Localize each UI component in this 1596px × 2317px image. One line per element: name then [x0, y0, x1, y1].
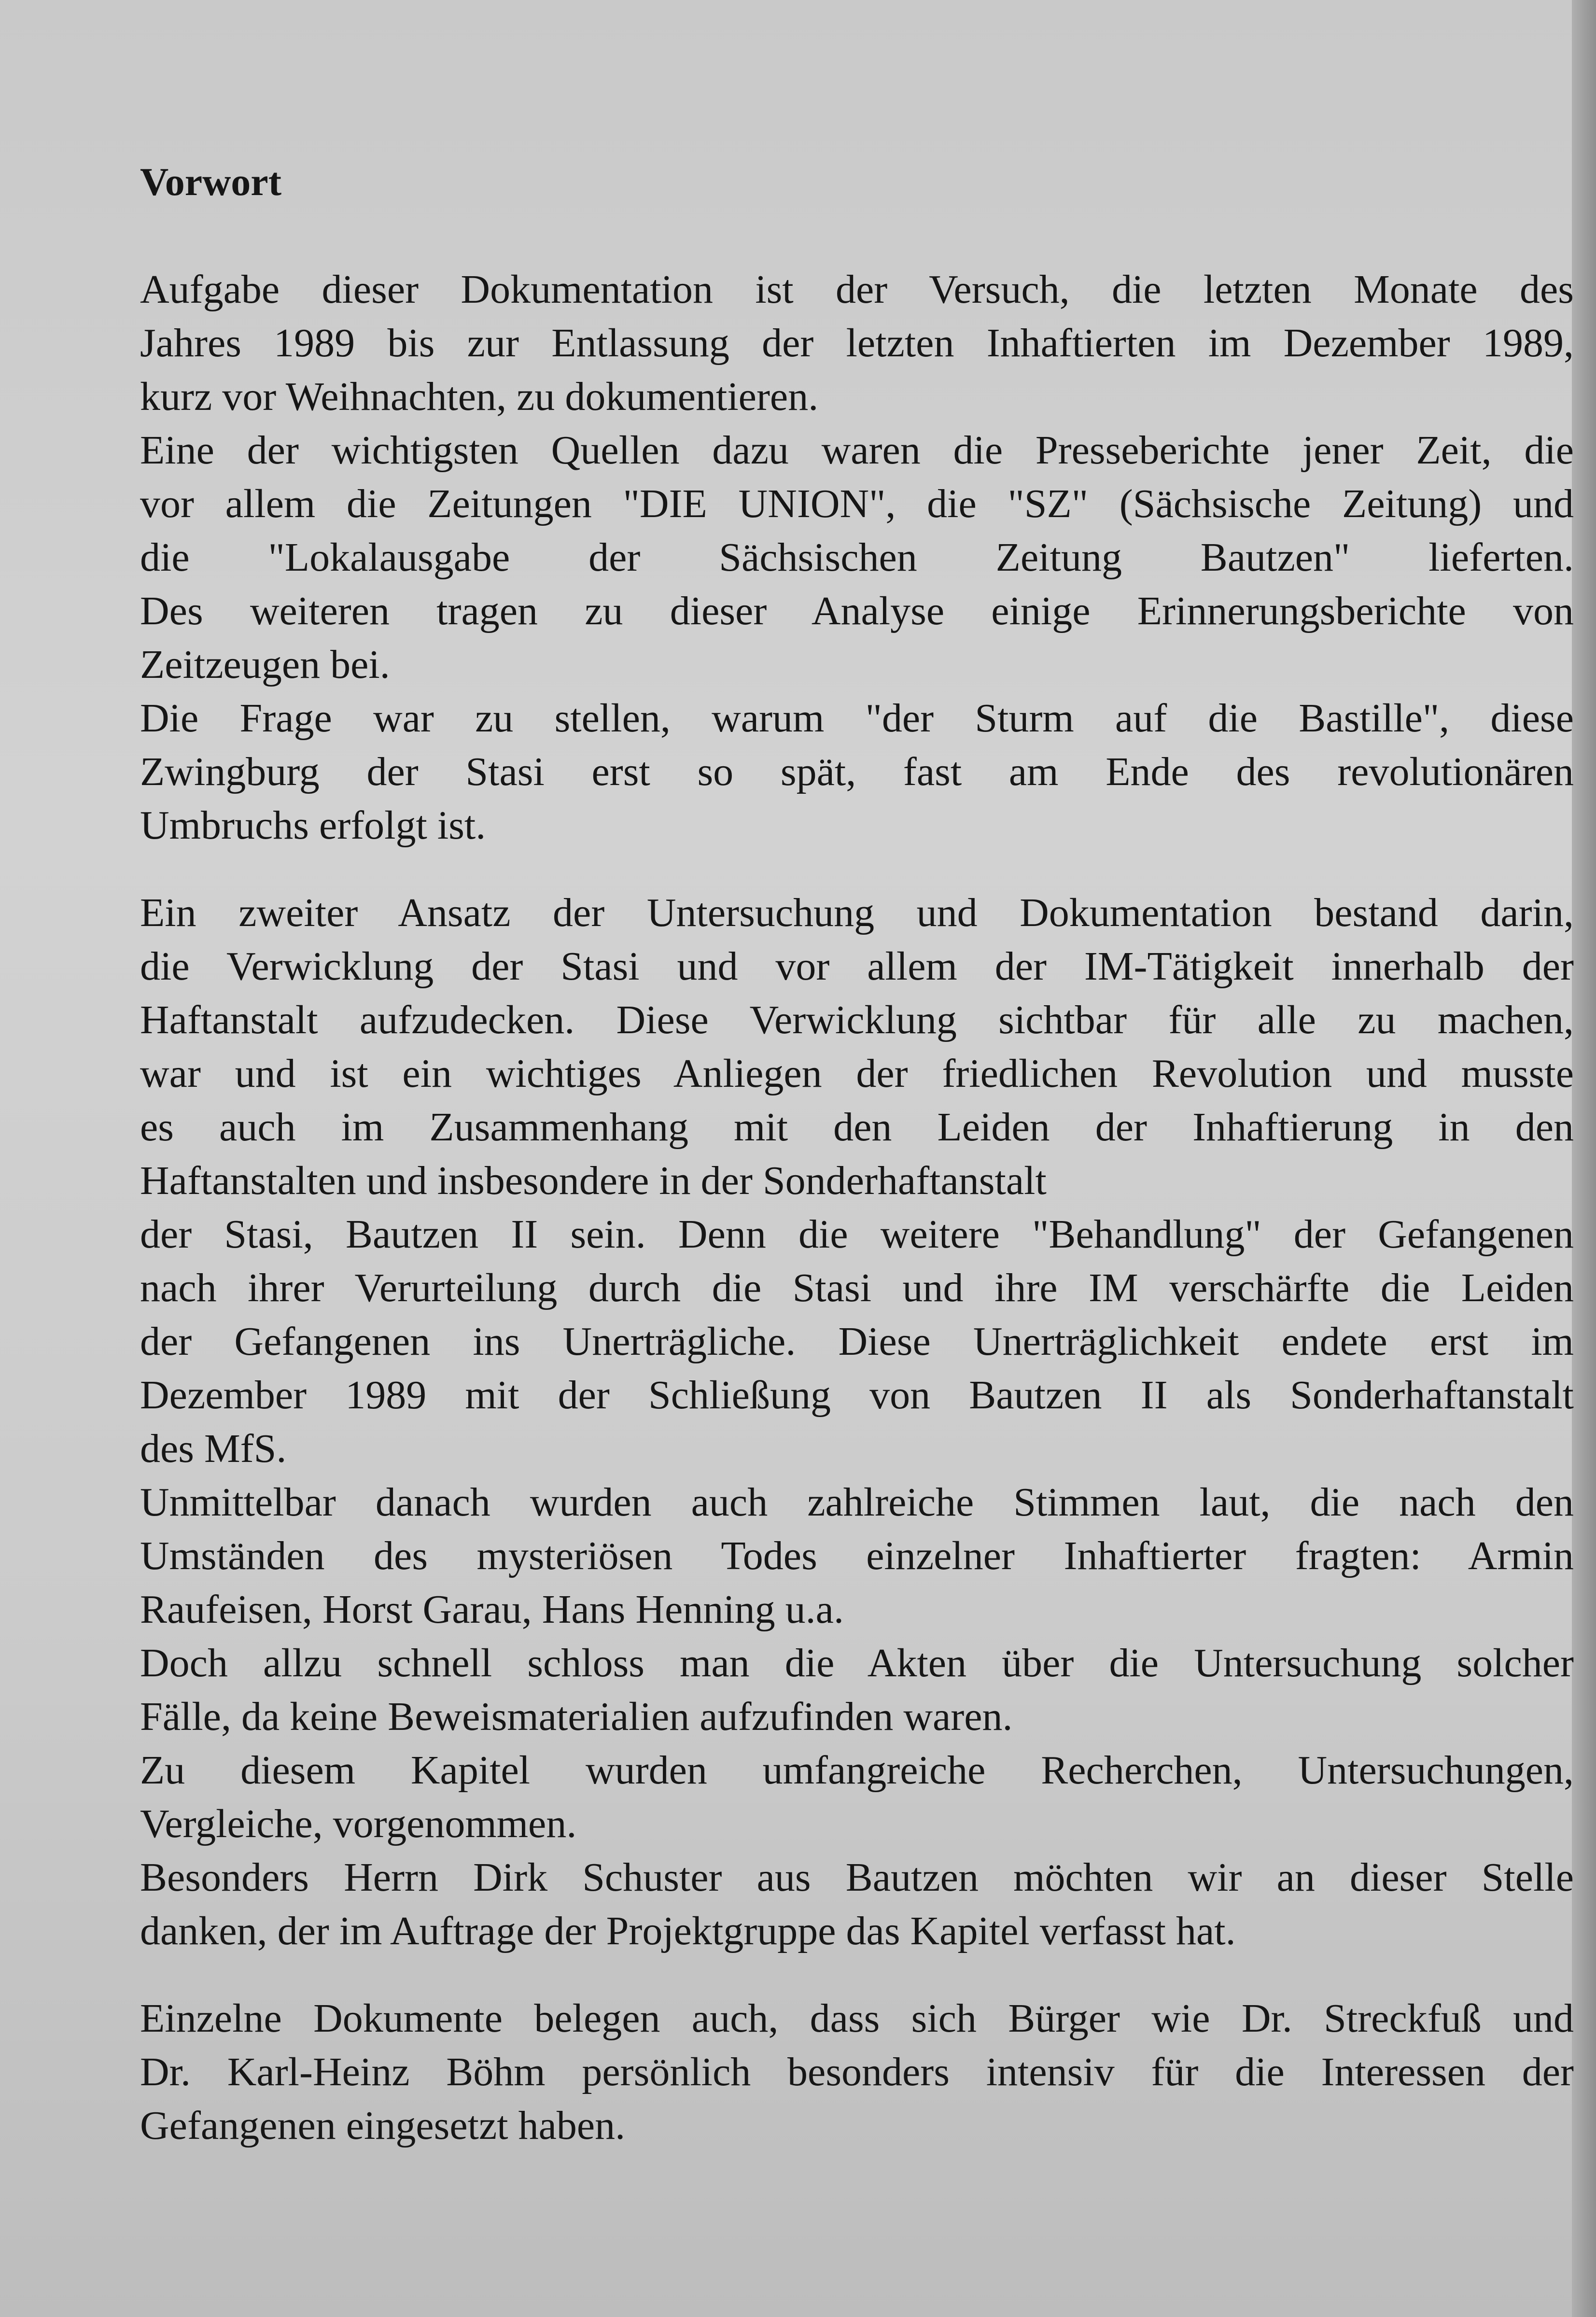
page-title: Vorwort: [140, 160, 282, 204]
text-line: Einzelne Dokumente belegen auch, dass sich Bürger wie Dr. Streckfuß und: [140, 1996, 1574, 2041]
text-line: Zu diesem Kapitel wurden umfangreiche Recherchen, Untersuchungen,: [140, 1748, 1574, 1793]
text-line: Zeitzeugen bei.: [140, 642, 390, 687]
text-line: Doch allzu schnell schloss man die Akten über die Untersuchung solcher: [140, 1641, 1574, 1685]
page-edge: [1572, 0, 1596, 2317]
text-line: Ein zweiter Ansatz der Untersuchung und Dokumentation bestand darin,: [140, 890, 1574, 935]
text-line: Umständen des mysteriösen Todes einzelner Inhaftierter fragten: Armin: [140, 1533, 1574, 1578]
text-line: Des weiteren tragen zu dieser Analyse einige Erinnerungsberichte von: [140, 589, 1574, 633]
text-line: danken, der im Auftrage der Projektgruppe das Kapitel verfasst hat.: [140, 1909, 1236, 1953]
text-line: Dezember 1989 mit der Schließung von Bautzen II als Sonderhaftanstalt: [140, 1373, 1574, 1418]
text-line: Unmittelbar danach wurden auch zahlreiche Stimmen laut, die nach den: [140, 1480, 1574, 1525]
text-line: Fälle, da keine Beweismaterialien aufzufinden waren.: [140, 1694, 1013, 1739]
text-line: der Stasi, Bautzen II sein. Denn die weitere "Behandlung" der Gefangenen: [140, 1212, 1574, 1257]
text-line: Gefangenen eingesetzt haben.: [140, 2103, 626, 2148]
text-line: Die Frage war zu stellen, warum "der Sturm auf die Bastille", diese: [140, 696, 1574, 741]
text-line: nach ihrer Verurteilung durch die Stasi und ihre IM verschärfte die Leiden: [140, 1265, 1574, 1310]
text-line: kurz vor Weihnachten, zu dokumentieren.: [140, 374, 819, 419]
text-line: Aufgabe dieser Dokumentation ist der Versuch, die letzten Monate des: [140, 267, 1574, 312]
text-line: des MfS.: [140, 1426, 287, 1471]
text-line: Zwingburg der Stasi erst so spät, fast am Ende des revolutionären: [140, 749, 1574, 794]
paragraph: [140, 1992, 1574, 2152]
page-content: [140, 159, 1574, 2186]
text-line: Haftanstalt aufzudecken. Diese Verwicklung sichtbar für alle zu machen,: [140, 997, 1574, 1042]
text-line: die Verwicklung der Stasi und vor allem der IM-Tätigkeit innerhalb der: [140, 944, 1574, 989]
text-line: es auch im Zusammenhang mit den Leiden der Inhaftierung in den: [140, 1105, 1574, 1150]
text-line: Raufeisen, Horst Garau, Hans Henning u.a.: [140, 1587, 844, 1632]
text-line: Umbruchs erfolgt ist.: [140, 803, 486, 848]
paragraph: [140, 263, 1574, 852]
text-line: Dr. Karl-Heinz Böhm persönlich besonders intensiv für die Interessen der: [140, 2050, 1574, 2094]
text-line: Besonders Herrn Dirk Schuster aus Bautzen möchten wir an dieser Stelle: [140, 1855, 1574, 1900]
text-line: Eine der wichtigsten Quellen dazu waren die Presseberichte jener Zeit, die: [140, 428, 1574, 473]
text-line: der Gefangenen ins Unerträgliche. Diese Unerträglichkeit endete erst im: [140, 1319, 1574, 1364]
text-line: Jahres 1989 bis zur Entlassung der letzten Inhaftierten im Dezember 1989,: [140, 321, 1574, 365]
paragraphs: [140, 263, 1574, 2152]
text-line: Vergleiche, vorgenommen.: [140, 1801, 577, 1846]
text-line: vor allem die Zeitungen "DIE UNION", die "SZ" (Sächsische Zeitung) und: [140, 481, 1574, 526]
text-line: die "Lokalausgabe der Sächsischen Zeitung Bautzen" lieferten.: [140, 535, 1574, 580]
paragraph: [140, 886, 1574, 1958]
text-line: Haftanstalten und insbesondere in der Sonderhaftanstalt: [140, 1158, 1047, 1203]
text-line: war und ist ein wichtiges Anliegen der friedlichen Revolution und musste: [140, 1051, 1574, 1096]
